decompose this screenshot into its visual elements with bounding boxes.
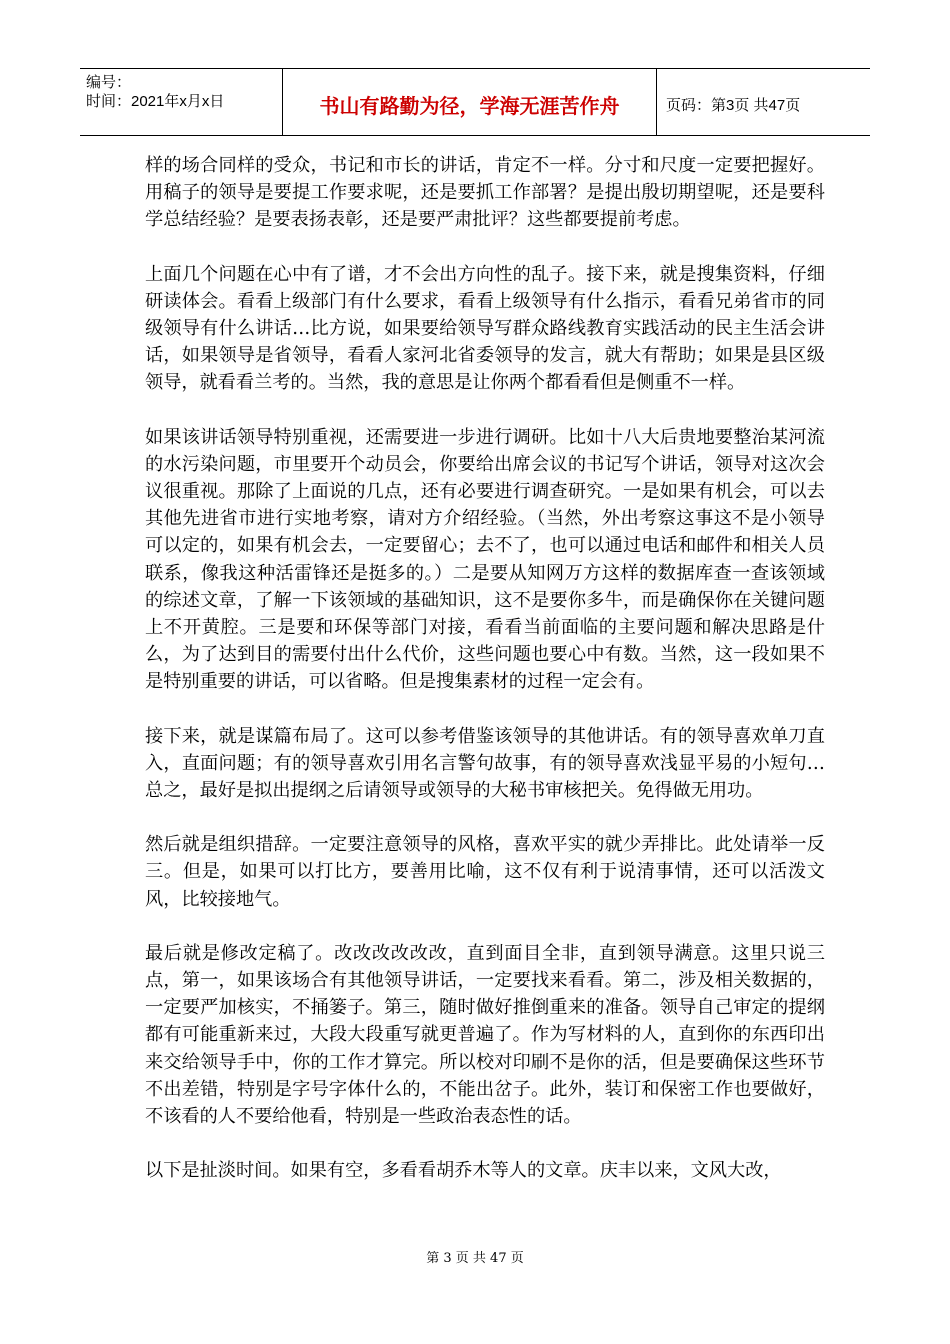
page-header [80, 68, 870, 136]
header-meta [80, 69, 283, 135]
header-page-info: 页码：第3页 共47页 [666, 96, 801, 114]
body-paragraph: 然后就是组织措辞。一定要注意领导的风格，喜欢平实的就少弄排比。此处请举一反三。但是，如果可以打比方，要善用比喻，这不仅有利于说清事情，还可以活泼文风，比较接地气。 [145, 834, 825, 910]
page-footer: 第 3 页 共 47 页 [426, 1251, 524, 1266]
body-paragraph: 接下来，就是谋篇布局了。这可以参考借鉴该领导的其他讲话。有的领导喜欢单刀直入，直面问题；有的领导喜欢引用名言警句故事，有的领导喜欢浅显平易的小短句…总之，最好是拟出提纲之后请领导或领导的大秘书审核把关。免得做无用功。 [145, 725, 825, 802]
document-date: 时间：2021年x月x日 [86, 93, 225, 110]
document-number-label: 编号： [86, 74, 132, 91]
body-paragraph: 如果该讲话领导特别重视，还需要进一步进行调研。比如十八大后贵地要整治某河流的水污染问题，市里要开个动员会，你要给出席会议的书记写个讲话，领导对这次会议很重视。那除了上面说的几点，还有必要进行调查研究。一是如果有机会，可以去其他先进省市进行实地考察，请对方介绍经验。（当然，外出考察这事这不是小领导可以定的，如果有机会去，一定要留心；去不了，也可以通过电话和邮件和相关人员联系，像我这种活雷锋还是挺多的。）二是要从知网万方这样的数据库查一查该领域的综述文章，了解一下该领域的基础知识，这不是要你多牛，而是确保你在关键问题上不开黄腔。三是要和环保等部门对接，看看当前面临的主要问题和解决思路是什么，为了达到目的需要付出什么代价，这些问题也要心中有数。当然，这一段如果不是特别重要的讲话，可以省略。但是搜集素材的过程一定会有。 [145, 426, 825, 693]
header-motto: 书山有路勤为径，学海无涯苦作舟 [283, 69, 657, 135]
body-paragraph: 上面几个问题在心中有了谱，才不会出方向性的乱子。接下来，就是搜集资料，仔细研读体会。看看上级部门有什么要求，看看上级领导有什么指示，看看兄弟省市的同级领导有什么讲话…比方说，如果要给领导写群众路线教育实践活动的民主生活会讲话，如果领导是省领导，看看人家河北省委领导的发言，就大有帮助；如果是县区级领导，就看看兰考的。当然，我的意思是让你两个都看看但是侧重不一样。 [145, 263, 825, 394]
body-paragraph: 以下是扯淡时间。如果有空，多看看胡乔木等人的文章。庆丰以来，文风大改， [145, 1160, 782, 1182]
document-body [145, 152, 825, 1212]
body-paragraph: 样的场合同样的受众，书记和市长的讲话，肯定不一样。分寸和尺度一定要把握好。用稿子的领导是要提工作要求呢，还是要抓工作部署？是提出殷切期望呢，还是要科学总结经验？是要表扬表彰，还是要严肃批评？这些都要提前考虑。 [145, 155, 825, 231]
body-paragraph: 最后就是修改定稿了。改改改改改改，直到面目全非，直到领导满意。这里只说三点，第一，如果该场合有其他领导讲话，一定要找来看看。第二，涉及相关数据的，一定要严加核实，不捅篓子。第三，随时做好推倒重来的准备。领导自己审定的提纲都有可能重新来过，大段大段重写就更普遍了。作为写材料的人，直到你的东西印出来交给领导手中，你的工作才算完。所以校对印刷不是你的活，但是要确保这些环节不出差错，特别是字号字体什么的，不能出岔子。此外，装订和保密工作也要做好，不该看的人不要给他看，特别是一些政治表态性的话。 [145, 942, 825, 1128]
